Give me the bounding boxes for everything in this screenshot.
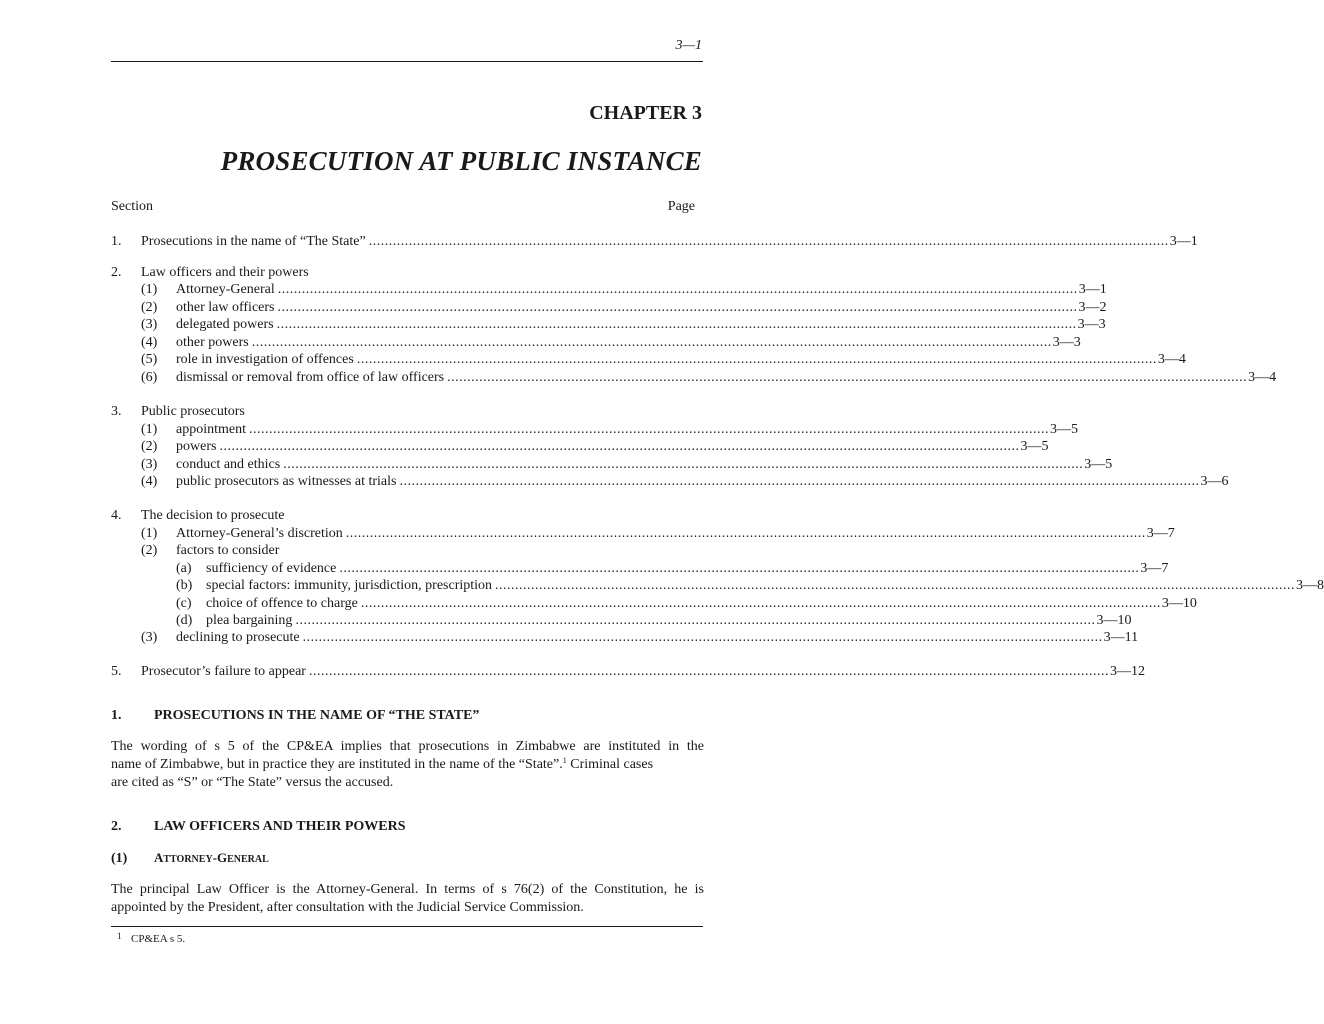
toc-entry-number: (3) bbox=[141, 457, 158, 472]
toc-entry-title: Public prosecutors bbox=[141, 404, 245, 419]
small-caps-part: A bbox=[154, 850, 164, 865]
toc-entry-title: Prosecutions in the name of “The State” bbox=[141, 234, 366, 249]
footnote-text: CP&EA s 5. bbox=[131, 933, 186, 945]
toc-leader: ........................................................................................................................................................................................................ bbox=[399, 474, 1200, 489]
toc-entry-number: 5. bbox=[111, 664, 122, 679]
paragraph-text: name of Zimbabwe, but in practice they are instituted in the name of the “State”. bbox=[111, 757, 563, 772]
toc-entry-page: 3—4 bbox=[1157, 352, 1186, 367]
small-caps-part: ENERAL bbox=[227, 854, 269, 865]
toc-entry bbox=[0, 525, 1175, 542]
toc-page-label: Page bbox=[667, 199, 695, 214]
toc-entry bbox=[0, 299, 1107, 316]
chapter-label: CHAPTER 3 bbox=[589, 102, 702, 124]
paragraph-line: The wording of s 5 of the CP&EA implies that prosecutions in Zimbabwe are instituted in the bbox=[111, 739, 704, 754]
section-2-paragraph bbox=[111, 881, 704, 917]
toc-leader: ........................................................................................................................................................................................................ bbox=[360, 596, 1161, 611]
toc-leader: ........................................................................................................................................................................................................ bbox=[277, 282, 1078, 297]
toc-leader: ........................................................................................................................................................................................................ bbox=[368, 234, 1169, 249]
toc-entry-page: 3—3 bbox=[1077, 317, 1106, 332]
toc-entry bbox=[0, 507, 768, 524]
toc-entry bbox=[0, 577, 1324, 594]
toc-entry-page: 3—7 bbox=[1140, 561, 1169, 576]
toc-entry bbox=[0, 334, 1081, 351]
toc-entry-page: 3—2 bbox=[1078, 300, 1107, 315]
toc-entry bbox=[0, 560, 1169, 577]
toc-entry-title: factors to consider bbox=[176, 543, 280, 558]
toc-entry-title: sufficiency of evidence bbox=[206, 561, 337, 576]
toc-entry bbox=[0, 264, 768, 281]
toc-entry bbox=[0, 421, 1078, 438]
paragraph-line: The principal Law Officer is the Attorney-General. In terms of s 76(2) of the Constitution, he is bbox=[111, 882, 704, 897]
toc-entry-title: choice of offence to charge bbox=[206, 596, 358, 611]
toc-leader: ........................................................................................................................................................................................................ bbox=[295, 613, 1096, 628]
toc-entry-page: 3—4 bbox=[1248, 370, 1277, 385]
footnote-marker: 1 bbox=[117, 931, 122, 941]
toc-leader: ........................................................................................................................................................................................................ bbox=[302, 630, 1103, 645]
section-1-number: 1. bbox=[111, 708, 122, 723]
toc-entry-page: 3—11 bbox=[1103, 630, 1139, 645]
toc-entry-number: (b) bbox=[176, 578, 193, 593]
section-1-paragraph bbox=[111, 738, 704, 792]
toc-entry-number: (c) bbox=[176, 596, 192, 611]
toc-entry-title: special factors: immunity, jurisdiction, prescription bbox=[206, 578, 493, 593]
toc-entry-number: (6) bbox=[141, 370, 158, 385]
toc-entry-page: 3—10 bbox=[1161, 596, 1197, 611]
toc-entry-title: declining to prosecute bbox=[176, 630, 300, 645]
toc-entry bbox=[0, 438, 1049, 455]
toc-entry-title: Attorney-General’s discretion bbox=[176, 526, 343, 541]
toc-entry-title: Prosecutor’s failure to appear bbox=[141, 664, 306, 679]
toc-entry-number: 1. bbox=[111, 234, 122, 249]
footnote-rule bbox=[111, 926, 703, 927]
toc-entry bbox=[0, 629, 1139, 646]
toc-entry-number: (d) bbox=[176, 613, 193, 628]
toc-leader: ........................................................................................................................................................................................................ bbox=[276, 317, 1077, 332]
toc-entry bbox=[0, 403, 768, 420]
toc-entry-number: 4. bbox=[111, 508, 122, 523]
toc-entry-title: plea bargaining bbox=[206, 613, 293, 628]
paragraph-line: are cited as “S” or “The State” versus the accused. bbox=[111, 775, 394, 790]
toc-entry-page: 3—7 bbox=[1146, 526, 1175, 541]
toc-entry bbox=[0, 316, 1106, 333]
toc-entry-title: delegated powers bbox=[176, 317, 274, 332]
toc-entry-title: public prosecutors as witnesses at trials bbox=[176, 474, 397, 489]
toc-leader: ........................................................................................................................................................................................................ bbox=[251, 335, 1052, 350]
toc-leader: ........................................................................................................................................................................................................ bbox=[283, 457, 1084, 472]
paragraph-line: appointed by the President, after consultation with the Judicial Service Commission. bbox=[111, 900, 584, 915]
toc-entry-number: 3. bbox=[111, 404, 122, 419]
toc-section-label: Section bbox=[111, 199, 153, 214]
toc-entry-number: (4) bbox=[141, 335, 158, 350]
toc-entry bbox=[0, 281, 1107, 298]
toc-entry-title: appointment bbox=[176, 422, 246, 437]
toc-leader: ........................................................................................................................................................................................................ bbox=[447, 370, 1248, 385]
header-rule bbox=[111, 61, 703, 62]
toc-entry-number: (1) bbox=[141, 422, 158, 437]
toc-entry-title: Law officers and their powers bbox=[141, 265, 309, 280]
toc-entry-page: 3—8 bbox=[1296, 578, 1324, 593]
toc-entry bbox=[0, 456, 1113, 473]
section-1-heading: PROSECUTIONS IN THE NAME OF “THE STATE” bbox=[154, 708, 480, 723]
small-caps-part: TTORNEY bbox=[163, 854, 213, 865]
toc-entry bbox=[0, 351, 1186, 368]
toc-entry-page: 3—1 bbox=[1078, 282, 1107, 297]
toc-entry bbox=[0, 542, 768, 559]
toc-entry-number: (a) bbox=[176, 561, 192, 576]
footnote-reference[interactable]: 1 bbox=[562, 756, 567, 765]
toc-entry-title: other law officers bbox=[176, 300, 275, 315]
toc-leader: ........................................................................................................................................................................................................ bbox=[495, 578, 1296, 593]
toc-entry-number: (4) bbox=[141, 474, 158, 489]
toc-entry-title: The decision to prosecute bbox=[141, 508, 285, 523]
section-2-number: 2. bbox=[111, 819, 122, 834]
toc-entry-page: 3—1 bbox=[1169, 234, 1198, 249]
subsection-1-heading bbox=[154, 850, 269, 867]
toc-entry-number: (5) bbox=[141, 352, 158, 367]
toc-entry-number: (1) bbox=[141, 282, 158, 297]
toc-entry-number: (3) bbox=[141, 630, 158, 645]
toc-entry-title: conduct and ethics bbox=[176, 457, 281, 472]
toc-leader: ........................................................................................................................................................................................................ bbox=[308, 664, 1109, 679]
toc-entry-page: 3—5 bbox=[1050, 422, 1078, 437]
toc-entry-title: dismissal or removal from office of law officers bbox=[176, 370, 445, 385]
toc-entry-page: 3—5 bbox=[1020, 439, 1049, 454]
toc-entry-number: (2) bbox=[141, 300, 158, 315]
toc-entry bbox=[0, 612, 1132, 629]
toc-entry-title: other powers bbox=[176, 335, 249, 350]
toc-entry-number: (2) bbox=[141, 439, 158, 454]
toc-entry-page: 3—3 bbox=[1052, 335, 1081, 350]
toc-leader: ........................................................................................................................................................................................................ bbox=[219, 439, 1020, 454]
small-caps-part: -G bbox=[212, 850, 228, 865]
toc-entry-number: (1) bbox=[141, 526, 158, 541]
toc-entry-title: powers bbox=[176, 439, 217, 454]
toc-entry-number: 2. bbox=[111, 265, 122, 280]
toc-leader: ........................................................................................................................................................................................................ bbox=[345, 526, 1146, 541]
toc-entry bbox=[0, 473, 1229, 490]
toc-leader: ........................................................................................................................................................................................................ bbox=[356, 352, 1157, 367]
toc-entry bbox=[0, 595, 1197, 612]
toc-leader: ........................................................................................................................................................................................................ bbox=[277, 300, 1078, 315]
paragraph-line bbox=[111, 756, 704, 774]
toc-entry-number: (3) bbox=[141, 317, 158, 332]
toc-entry bbox=[0, 369, 1277, 386]
chapter-title: PROSECUTION AT PUBLIC INSTANCE bbox=[220, 146, 702, 176]
toc-leader: ........................................................................................................................................................................................................ bbox=[339, 561, 1140, 576]
toc-entry-title: Attorney-General bbox=[176, 282, 275, 297]
toc-entry bbox=[0, 663, 1145, 680]
page-number: 3—1 bbox=[675, 38, 702, 53]
paragraph-text: Criminal cases bbox=[566, 757, 654, 772]
subsection-1-number: (1) bbox=[111, 851, 128, 866]
toc-entry-number: (2) bbox=[141, 543, 158, 558]
toc-leader: ........................................................................................................................................................................................................ bbox=[249, 422, 1049, 437]
section-2-heading: LAW OFFICERS AND THEIR POWERS bbox=[154, 819, 406, 834]
toc-entry-page: 3—5 bbox=[1084, 457, 1113, 472]
toc-entry-page: 3—10 bbox=[1096, 613, 1132, 628]
toc-entry-page: 3—12 bbox=[1109, 664, 1145, 679]
toc-entry bbox=[0, 233, 1198, 250]
toc-entry-page: 3—6 bbox=[1200, 474, 1229, 489]
toc-entry-title: role in investigation of offences bbox=[176, 352, 354, 367]
